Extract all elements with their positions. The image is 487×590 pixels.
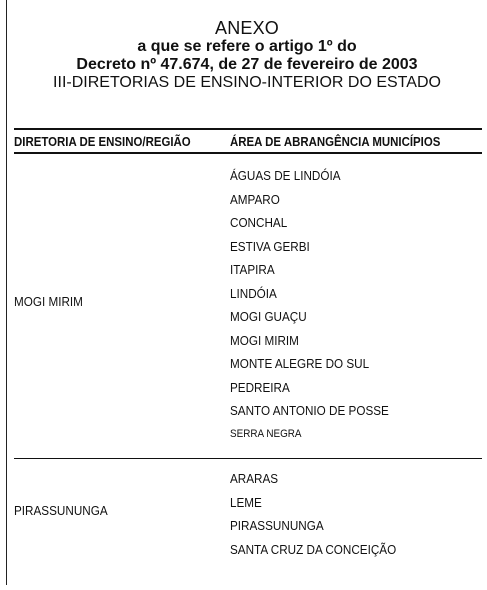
column-header-region: DIRETORIA DE ENSINO/REGIÃO [14,134,191,149]
municipality-item: SANTO ANTONIO DE POSSE [230,403,389,418]
municipality-item: SANTA CRUZ DA CONCEIÇÃO [230,541,397,557]
municipality-item: ÁGUAS DE LINDÓIA [230,168,341,183]
municipality-item: ARARAS [230,471,279,486]
municipality-item: CONCHAL [230,215,288,230]
region-name: PIRASSUNUNGA [14,503,108,518]
municipality-item: SERRA NEGRA [230,427,302,440]
municipality-item: LINDÓIA [230,285,277,301]
decree-reference: Decreto nº 47.674, de 27 de fevereiro de 2003 [76,56,418,74]
section-title: III-DIRETORIAS DE ENSINO-INTERIOR DO ESTADO [53,73,441,91]
municipality-item: AMPARO [230,191,280,207]
table-row [14,458,482,590]
table-row [14,154,482,458]
article-reference: a que se refere o artigo 1º do [137,38,357,56]
municipality-item: LEME [230,494,262,510]
municipality-item: MOGI MIRIM [230,332,299,348]
municipality-item: MOGI GUAÇU [230,309,307,324]
annex-title: ANEXO [214,18,280,38]
municipality-item: ESTIVA GERBI [230,238,310,254]
directorates-table [14,128,482,590]
municipality-item: MONTE ALEGRE DO SUL [230,356,370,371]
region-name: MOGI MIRIM [14,294,83,309]
municipality-list [230,164,407,446]
municipality-item: PIRASSUNUNGA [230,518,324,533]
municipality-item: PEDREIRA [230,379,290,395]
left-margin-rule [6,0,7,585]
municipality-item: ITAPIRA [230,262,275,277]
municipality-list [230,467,415,561]
document-header [12,18,482,92]
column-header-municipalities: ÁREA DE ABRANGÊNCIA MUNICÍPIOS [230,134,441,149]
table-header [14,128,482,154]
